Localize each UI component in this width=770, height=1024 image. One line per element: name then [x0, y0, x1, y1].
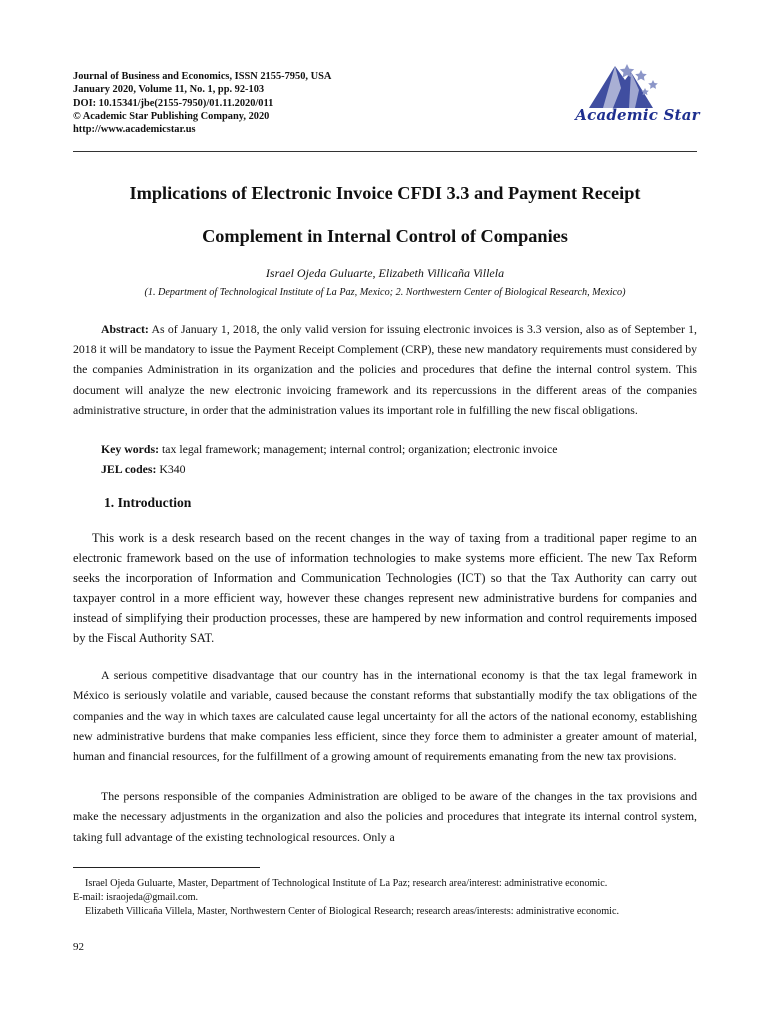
page-number: 92 — [73, 941, 84, 953]
keywords-text: tax legal framework; management; internal control; organization; electronic invoice — [161, 442, 558, 456]
journal-issue: January 2020, Volume 11, No. 1, pp. 92-103 — [73, 84, 265, 96]
affiliation: (1. Department of Technological Institute of La Paz, Mexico; 2. Northwestern Center of Biological Research, Mexico) — [144, 287, 626, 298]
body-paragraph-2: A serious competitive disadvantage that our country has in the international economy is that the tax legal framework in México is seriously volatile and variable, caused because the constant reforms that substantially modify the tax obligations of the companies and the way in which taxes are calculated cause legal uncertainty for all the actors of the national economy, establishing new administrative burdens that make companies less efficient, since they force them to administer a greater amount of material, human and financial resources, for the fulfillment of a growing amount of requirements emanating from the new tax provisions. — [73, 668, 697, 764]
paper-title — [73, 172, 697, 258]
header-divider — [73, 151, 697, 152]
logo-wordmark: Academic Star — [575, 106, 700, 124]
body-paragraph-1: This work is a desk research based on the recent changes in the way of taxing from a traditional paper regime to an electronic framework based on the use of information technologies to make systems more efficient. The new Tax Reform seeks the incorporation of Information and Communication Technologies (ICT) so that the Tax Authority can carry out taxpayer control in a more efficient way, however these changes represent new administrative burdens for companies and instead of simplifying their production processes, these are hampered by new information and control requirements imposed by the Fiscal Authority SAT. — [73, 531, 697, 646]
keywords-label: Key words: — [101, 442, 159, 456]
footnote-divider — [73, 867, 260, 868]
title-line-2: Complement in Internal Control of Companies — [202, 226, 568, 246]
abstract-label: Abstract: — [101, 322, 149, 336]
authors: Israel Ojeda Guluarte, Elizabeth Villicaña Villela — [265, 266, 505, 280]
footnote-author-2: Elizabeth Villicaña Villela, Master, Northwestern Center of Biological Research; research areas/interests: administrative economic. — [85, 906, 620, 917]
journal-name: Journal of Business and Economics, ISSN 2155-7950, USA — [73, 71, 332, 82]
body-paragraph-3: The persons responsible of the companies Administration are obliged to be aware of the changes in the tax provisions and make the necessary adjustments in the organization and also the policies and procedures that integrate its internal control system, taking full advantage of the existing technological resources. Only a — [73, 789, 697, 844]
academic-star-logo — [575, 58, 700, 130]
footnote-email: E-mail: israojeda@gmail.com. — [73, 892, 199, 903]
jel-text: K340 — [159, 462, 186, 476]
journal-url[interactable]: http://www.academicstar.us — [73, 124, 196, 136]
abstract-text: As of January 1, 2018, the only valid version for issuing electronic invoices is 3.3 version, also as of September 1, 2018 it will be mandatory to issue the Payment Receipt Complement (CRP), these new mandatory requirements must considered by the companies Administration in its organization and the policies and procedures that define the internal control system. This document will analyze the new electronic invoicing framework and its repercussions in the different areas of the companies administrative structure, in order that the administration values its important role in fulfilling the new fiscal obligations. — [73, 322, 697, 417]
journal-header — [73, 70, 493, 136]
jel-label: JEL codes: — [101, 462, 157, 476]
journal-doi: DOI: 10.15341/jbe(2155-7950)/01.11.2020/011 — [73, 97, 274, 109]
section-heading: 1. Introduction — [104, 495, 192, 510]
title-line-1: Implications of Electronic Invoice CFDI 3.3 and Payment Receipt — [129, 183, 641, 203]
abstract — [73, 319, 697, 420]
footnote-author-1: Israel Ojeda Guluarte, Master, Department of Technological Institute of La Paz; research area/interest: administrative economic. — [85, 878, 608, 889]
jel-codes — [101, 462, 186, 477]
journal-copyright: © Academic Star Publishing Company, 2020 — [73, 110, 270, 122]
keywords — [101, 442, 557, 457]
